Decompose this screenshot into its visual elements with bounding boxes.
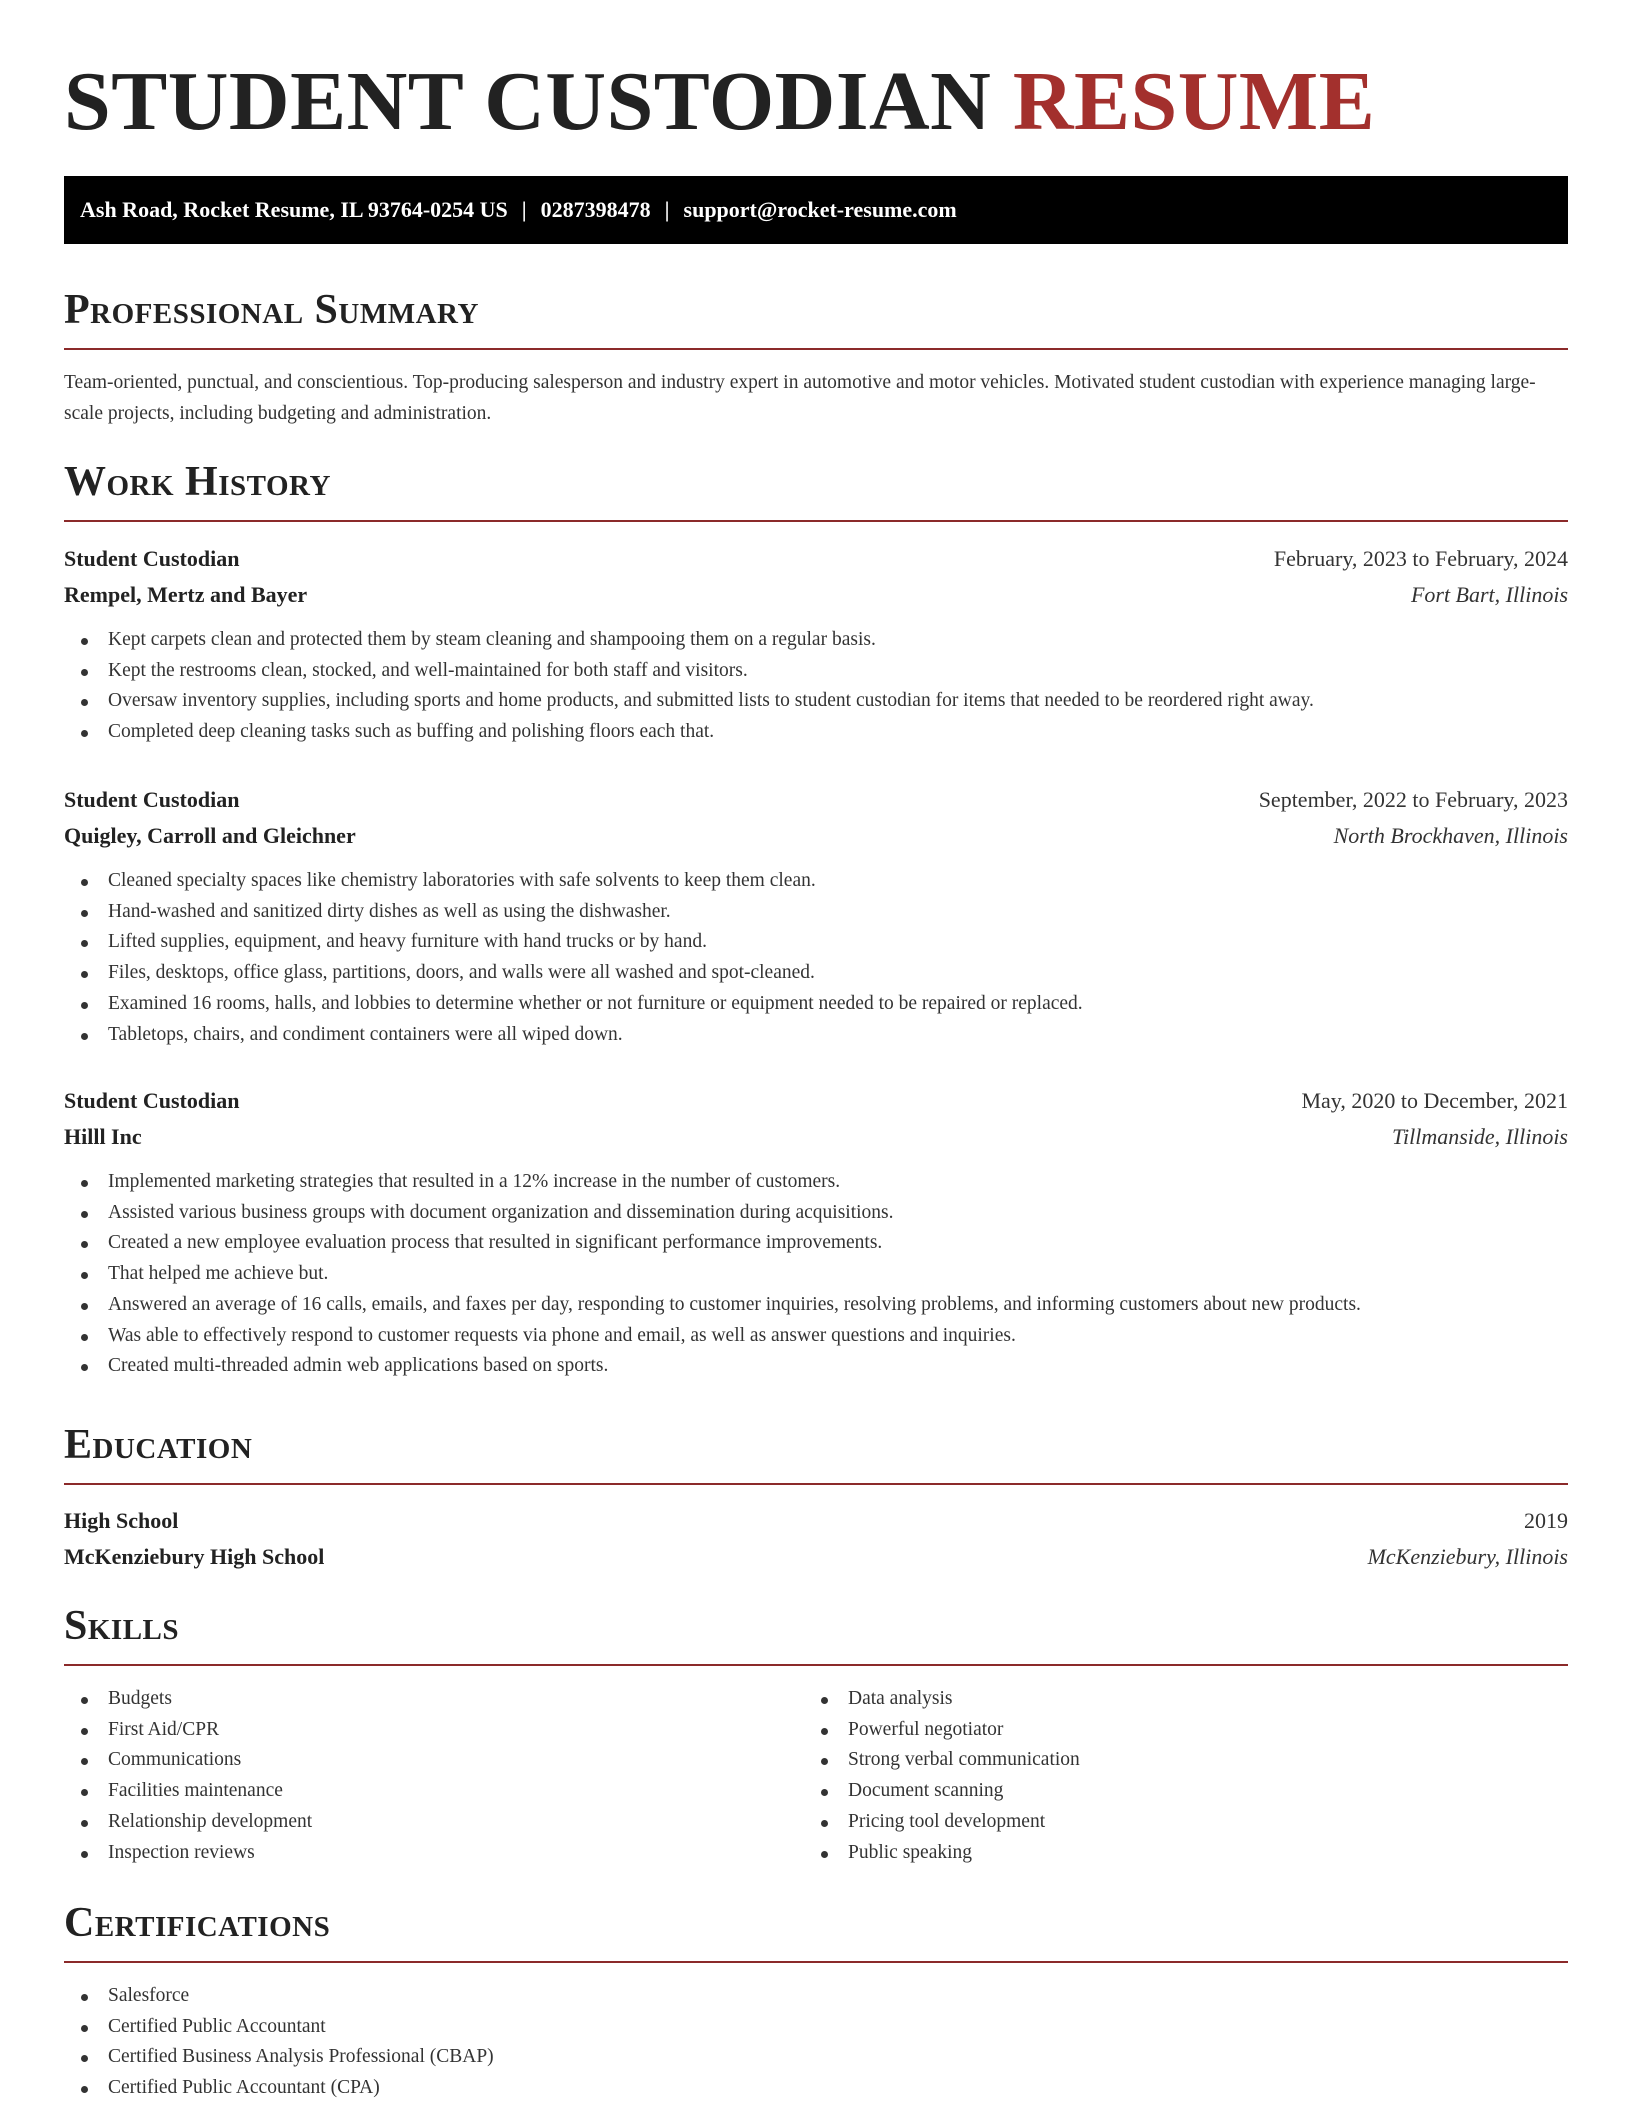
job-entry [64, 541, 1568, 748]
education-entry [64, 1503, 1568, 1575]
education-location: McKenziebury, Illinois [1367, 1544, 1568, 1569]
list-item: Pricing tool development [804, 1807, 1504, 1838]
list-item: That helped me achieve but. [64, 1259, 1568, 1290]
job-company: Hilll Inc [64, 1124, 142, 1149]
title-main: STUDENT CUSTODIAN [64, 55, 992, 148]
section-heading-summary: Professional Summary [64, 286, 1568, 350]
section-heading-work-history: Work History [64, 458, 1568, 522]
job-duties-list [64, 625, 1568, 748]
job-dates: September, 2022 to February, 2023 [1258, 787, 1568, 812]
job-header-row [64, 1083, 1568, 1119]
job-header-row [64, 782, 1568, 818]
job-header-row [64, 541, 1568, 577]
list-item: Kept the restrooms clean, stocked, and well-maintained for both staff and visitors. [64, 656, 1568, 687]
list-item: Examined 16 rooms, halls, and lobbies to determine whether or not furniture or equipment needed to be repaired or replaced. [64, 989, 1568, 1020]
list-item: Implemented marketing strategies that resulted in a 12% increase in the number of customers. [64, 1167, 1568, 1198]
skills-list-left [64, 1684, 764, 1868]
list-item: Oversaw inventory supplies, including sports and home products, and submitted lists to student custodian for items that needed to be reordered right away. [64, 686, 1568, 717]
list-item: Tabletops, chairs, and condiment containers were all wiped down. [64, 1020, 1568, 1051]
list-item: Certified Public Accountant [64, 2012, 1568, 2043]
list-item: Assisted various business groups with document organization and dissemination during acquisitions. [64, 1198, 1568, 1229]
list-item: Salesforce [64, 1981, 1568, 2012]
section-heading-education: Education [64, 1421, 1568, 1485]
job-location: North Brockhaven, Illinois [1333, 823, 1568, 848]
list-item: Kept carpets clean and protected them by steam cleaning and shampooing them on a regular basis. [64, 625, 1568, 656]
list-item: Lifted supplies, equipment, and heavy furniture with hand trucks or by hand. [64, 927, 1568, 958]
job-company-row [64, 577, 1568, 613]
education-header-row [64, 1503, 1568, 1539]
list-item: Created a new employee evaluation process that resulted in significant performance improvements. [64, 1228, 1568, 1259]
job-location: Tillmanside, Illinois [1391, 1124, 1568, 1149]
education-degree: High School [64, 1508, 179, 1533]
section-heading-certifications: Certifications [64, 1899, 1568, 1963]
list-item: Certified Business Analysis Professional (CBAP) [64, 2042, 1568, 2073]
job-duties-list [64, 1167, 1568, 1382]
job-company-row [64, 818, 1568, 854]
job-entry [64, 782, 1568, 1050]
list-item: Powerful negotiator [804, 1715, 1504, 1746]
summary-text: Team-oriented, punctual, and conscientious. Top-producing salesperson and industry expert in automotive and motor vehicles. Motivated student custodian with experience managing large-scale projects, including budgeting and administration. [64, 372, 1536, 424]
education-year: 2019 [1524, 1508, 1568, 1533]
list-item: Cleaned specialty spaces like chemistry laboratories with safe solvents to keep them clean. [64, 866, 1568, 897]
contact-separator: | [521, 197, 527, 222]
list-item: Inspection reviews [64, 1838, 764, 1869]
job-dates: May, 2020 to December, 2021 [1301, 1088, 1568, 1113]
list-item: Public speaking [804, 1838, 1504, 1869]
contact-separator: | [664, 197, 670, 222]
list-item: Certified Public Accountant (CPA) [64, 2073, 1568, 2104]
list-item: Strong verbal communication [804, 1745, 1504, 1776]
section-heading-skills: Skills [64, 1602, 1568, 1666]
list-item: Answered an average of 16 calls, emails, and faxes per day, responding to customer inquiries, resolving problems, and informing customers about new products. [64, 1290, 1568, 1321]
job-company: Quigley, Carroll and Gleichner [64, 823, 356, 848]
list-item: Was able to effectively respond to customer requests via phone and email, as well as answer questions and inquiries. [64, 1321, 1568, 1352]
list-item: Budgets [64, 1684, 764, 1715]
education-school-row [64, 1539, 1568, 1575]
resume-title [64, 56, 1375, 148]
list-item: First Aid/CPR [64, 1715, 764, 1746]
job-duties-list [64, 866, 1568, 1050]
job-company: Rempel, Mertz and Bayer [64, 582, 308, 607]
contact-bar [64, 176, 1568, 244]
certifications-list [64, 1981, 1568, 2104]
list-item: Data analysis [804, 1684, 1504, 1715]
education-school: McKenziebury High School [64, 1544, 325, 1569]
list-item: Communications [64, 1745, 764, 1776]
list-item: Relationship development [64, 1807, 764, 1838]
list-item: Created multi-threaded admin web applications based on sports. [64, 1351, 1568, 1382]
skills-list-right [804, 1684, 1504, 1868]
job-entry [64, 1083, 1568, 1382]
list-item: Hand-washed and sanitized dirty dishes as well as using the dishwasher. [64, 897, 1568, 928]
list-item: Document scanning [804, 1776, 1504, 1807]
job-dates: February, 2023 to February, 2024 [1273, 546, 1568, 571]
job-title: Student Custodian [64, 1088, 240, 1113]
list-item: Completed deep cleaning tasks such as buffing and polishing floors each that. [64, 717, 1568, 748]
job-title: Student Custodian [64, 787, 240, 812]
job-title: Student Custodian [64, 546, 240, 571]
job-location: Fort Bart, Illinois [1410, 582, 1568, 607]
list-item: Facilities maintenance [64, 1776, 764, 1807]
title-accent: RESUME [1012, 55, 1376, 148]
contact-address: Ash Road, Rocket Resume, IL 93764-0254 US [80, 197, 508, 222]
job-company-row [64, 1119, 1568, 1155]
contact-email[interactable]: support@rocket-resume.com [683, 197, 957, 222]
list-item: Files, desktops, office glass, partitions, doors, and walls were all washed and spot-cleaned. [64, 958, 1568, 989]
contact-phone[interactable]: 0287398478 [540, 197, 651, 222]
